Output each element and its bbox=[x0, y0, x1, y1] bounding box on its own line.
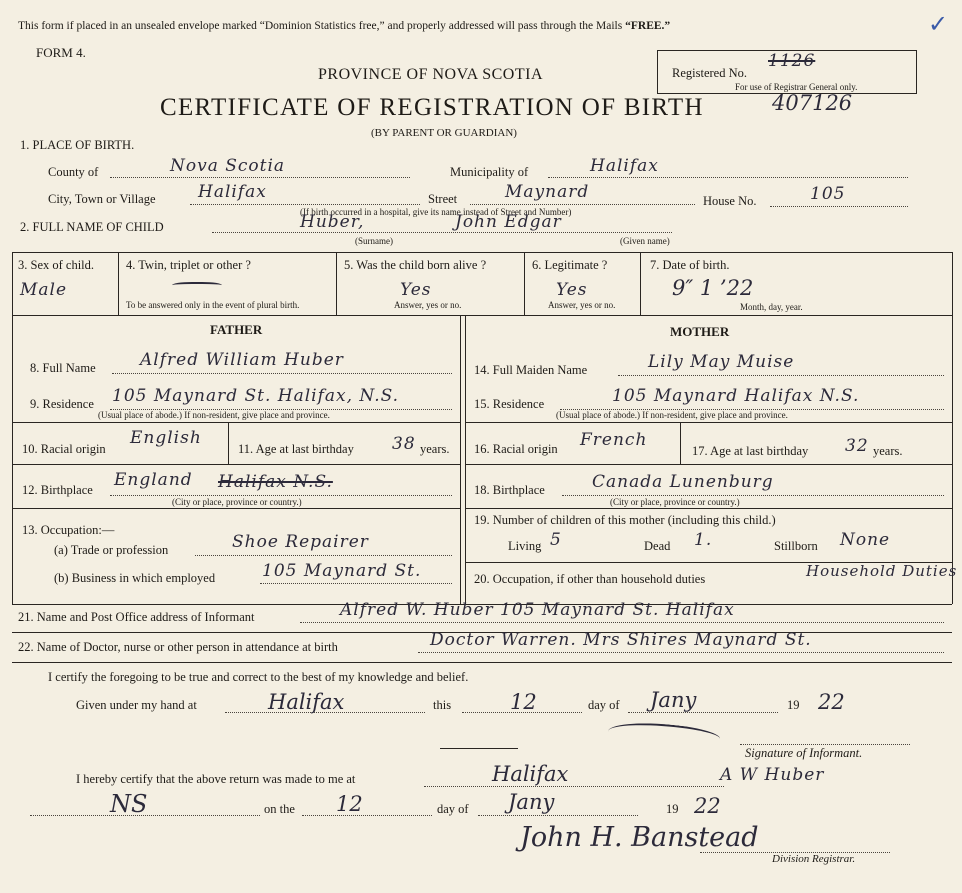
stillborn-label: Stillborn bbox=[774, 539, 818, 553]
check-mark-icon: ✓ bbox=[928, 12, 949, 38]
legitimate-label: 6. Legitimate ? bbox=[532, 258, 608, 272]
mother-name-value: Lily May Muise bbox=[648, 352, 795, 372]
city-label: City, Town or Village bbox=[48, 192, 156, 206]
mother-occupation-value: Household Duties bbox=[806, 562, 958, 580]
registration-year-prefix: 19 bbox=[666, 802, 679, 816]
mother-age-label: 17. Age at last birthday bbox=[692, 444, 809, 458]
father-age-label: 11. Age at last birthday bbox=[238, 442, 354, 456]
certify-statement: I certify the foregoing to be true and correct to the best of my knowledge and belief. bbox=[48, 670, 469, 684]
legitimate-value: Yes bbox=[556, 280, 588, 300]
handwritten-reg-number: 407126 bbox=[772, 91, 853, 115]
informant-label: 21. Name and Post Office address of Informant bbox=[18, 610, 255, 624]
mailing-notice-free: “FREE.” bbox=[625, 20, 671, 32]
on-the-label: on the bbox=[264, 802, 295, 816]
sex-label: 3. Sex of child. bbox=[18, 258, 95, 272]
mother-name-label: 14. Full Maiden Name bbox=[474, 363, 588, 377]
father-birthplace-label: 12. Birthplace bbox=[22, 483, 93, 497]
given-name-note: (Given name) bbox=[620, 236, 670, 246]
mother-occupation-label: 20. Occupation, if other than household duties bbox=[474, 572, 706, 586]
day-of-label-2: day of bbox=[437, 802, 469, 816]
mother-residence-note: (Usual place of abode.) If non-resident, give place and province. bbox=[556, 410, 788, 420]
day-of-label: day of bbox=[588, 698, 620, 712]
registration-day-value: 12 bbox=[336, 792, 363, 816]
form-number: FORM 4. bbox=[36, 45, 86, 60]
county-value: Nova Scotia bbox=[170, 156, 286, 176]
doctor-label: 22. Name of Doctor, nurse or other person in attendance at birth bbox=[18, 640, 338, 654]
hospital-note: (If birth occurred in a hospital, give its name instead of Street and Number) bbox=[300, 207, 572, 217]
date-value: 9″ 1 ’22 bbox=[672, 276, 754, 300]
house-no-value: 105 bbox=[810, 184, 846, 204]
house-no-label: House No. bbox=[703, 194, 757, 208]
month-value: Jany bbox=[650, 688, 697, 712]
alive-label: 5. Was the child born alive ? bbox=[344, 258, 487, 272]
this-day-value: 12 bbox=[510, 690, 537, 714]
registered-number-struck: 1126 bbox=[768, 51, 816, 71]
mother-residence-value: 105 Maynard Halifax N.S. bbox=[612, 386, 860, 406]
father-racial-label: 10. Racial origin bbox=[22, 442, 106, 456]
mother-birthplace-note: (City or place, province or country.) bbox=[610, 497, 740, 507]
legitimate-note: Answer, yes or no. bbox=[548, 300, 616, 310]
place-of-birth-heading: 1. PLACE OF BIRTH. bbox=[20, 138, 135, 152]
informant-signature: A W Huber bbox=[720, 765, 825, 785]
mother-age-value: 32 bbox=[845, 436, 869, 456]
municipality-label: Municipality of bbox=[450, 165, 529, 179]
father-birthplace-note: (City or place, province or country.) bbox=[172, 497, 302, 507]
father-residence-label: 9. Residence bbox=[30, 397, 94, 411]
mother-birthplace-value: Canada Lunenburg bbox=[592, 472, 774, 492]
father-years: years. bbox=[420, 442, 450, 456]
twin-dash-mark bbox=[172, 282, 222, 290]
registration-province-value: NS bbox=[110, 790, 148, 818]
father-age-value: 38 bbox=[392, 434, 416, 454]
mother-heading: MOTHER bbox=[670, 324, 730, 339]
year-value: 22 bbox=[818, 690, 845, 714]
occupation-heading: 13. Occupation:— bbox=[22, 523, 115, 537]
twin-note: To be answered only in the event of plural birth. bbox=[126, 300, 300, 310]
mailing-notice bbox=[18, 20, 670, 32]
business-value: 105 Maynard St. bbox=[262, 561, 422, 581]
signature-flourish bbox=[607, 718, 721, 752]
this-label: this bbox=[433, 698, 452, 712]
registrar-signature: John H. Banstead bbox=[520, 822, 759, 853]
mother-racial-value: French bbox=[580, 430, 648, 450]
street-value: Maynard bbox=[505, 182, 590, 202]
given-place-value: Halifax bbox=[268, 690, 345, 714]
certificate-title: CERTIFICATE OF REGISTRATION OF BIRTH bbox=[160, 94, 704, 121]
father-racial-value: English bbox=[130, 428, 202, 448]
division-registrar-label: Division Registrar. bbox=[772, 853, 856, 865]
mother-residence-label: 15. Residence bbox=[474, 397, 545, 411]
twin-label: 4. Twin, triplet or other ? bbox=[126, 258, 251, 272]
father-name-label: 8. Full Name bbox=[30, 361, 96, 375]
doctor-value: Doctor Warren. Mrs Shires Maynard St. bbox=[430, 630, 812, 650]
surname-note: (Surname) bbox=[355, 236, 393, 246]
living-label: Living bbox=[508, 539, 542, 553]
county-label: County of bbox=[48, 165, 99, 179]
alive-note: Answer, yes or no. bbox=[394, 300, 462, 310]
given-under-label: Given under my hand at bbox=[76, 698, 197, 712]
father-heading: FATHER bbox=[210, 322, 263, 337]
father-birthplace-value: England bbox=[114, 470, 193, 490]
child-surname-value: Huber, bbox=[300, 212, 365, 232]
informant-value: Alfred W. Huber 105 Maynard St. Halifax bbox=[340, 600, 735, 620]
registrar-note: For use of Registrar General only. bbox=[735, 82, 858, 92]
registration-place-value: Halifax bbox=[492, 762, 569, 786]
child-given-value: John Edgar bbox=[455, 212, 562, 232]
child-name-label: 2. FULL NAME OF CHILD bbox=[20, 220, 164, 234]
informant-signature-label: Signature of Informant. bbox=[745, 746, 863, 760]
street-label: Street bbox=[428, 192, 458, 206]
dead-value: 1. bbox=[694, 530, 713, 550]
registration-month-value: Jany bbox=[508, 790, 555, 814]
date-label: 7. Date of birth. bbox=[650, 258, 730, 272]
children-count-label: 19. Number of children of this mother (including this child.) bbox=[474, 513, 776, 527]
municipality-value: Halifax bbox=[590, 156, 659, 176]
certificate-subtitle: (BY PARENT OR GUARDIAN) bbox=[371, 127, 517, 139]
registered-label: Registered No. bbox=[672, 66, 747, 80]
father-residence-note: (Usual place of abode.) If non-resident, give place and province. bbox=[98, 410, 330, 420]
father-name-value: Alfred William Huber bbox=[140, 350, 344, 370]
province-title: PROVINCE OF NOVA SCOTIA bbox=[318, 66, 544, 83]
father-residence-value: 105 Maynard St. Halifax, N.S. bbox=[112, 386, 400, 406]
date-note: Month, day, year. bbox=[740, 302, 803, 312]
living-value: 5 bbox=[550, 530, 562, 550]
sex-value: Male bbox=[20, 280, 68, 300]
city-value: Halifax bbox=[198, 182, 267, 202]
mother-birthplace-label: 18. Birthplace bbox=[474, 483, 545, 497]
business-label: (b) Business in which employed bbox=[54, 571, 216, 585]
stillborn-value: None bbox=[840, 530, 891, 550]
dead-label: Dead bbox=[644, 539, 671, 553]
mailing-notice-text: This form if placed in an unsealed envelope marked “Dominion Statistics free,” and properly addressed will pass through the Mails bbox=[18, 20, 623, 32]
registration-year-value: 22 bbox=[694, 794, 721, 818]
father-birthplace-struck: Halifax N.S. bbox=[218, 472, 333, 492]
mother-racial-label: 16. Racial origin bbox=[474, 442, 558, 456]
trade-value: Shoe Repairer bbox=[232, 532, 369, 552]
alive-value: Yes bbox=[400, 280, 432, 300]
trade-label: (a) Trade or profession bbox=[54, 543, 169, 557]
registrar-certify-label: I hereby certify that the above return was made to me at bbox=[76, 772, 356, 786]
year-prefix: 19 bbox=[787, 698, 800, 712]
mother-years: years. bbox=[873, 444, 903, 458]
